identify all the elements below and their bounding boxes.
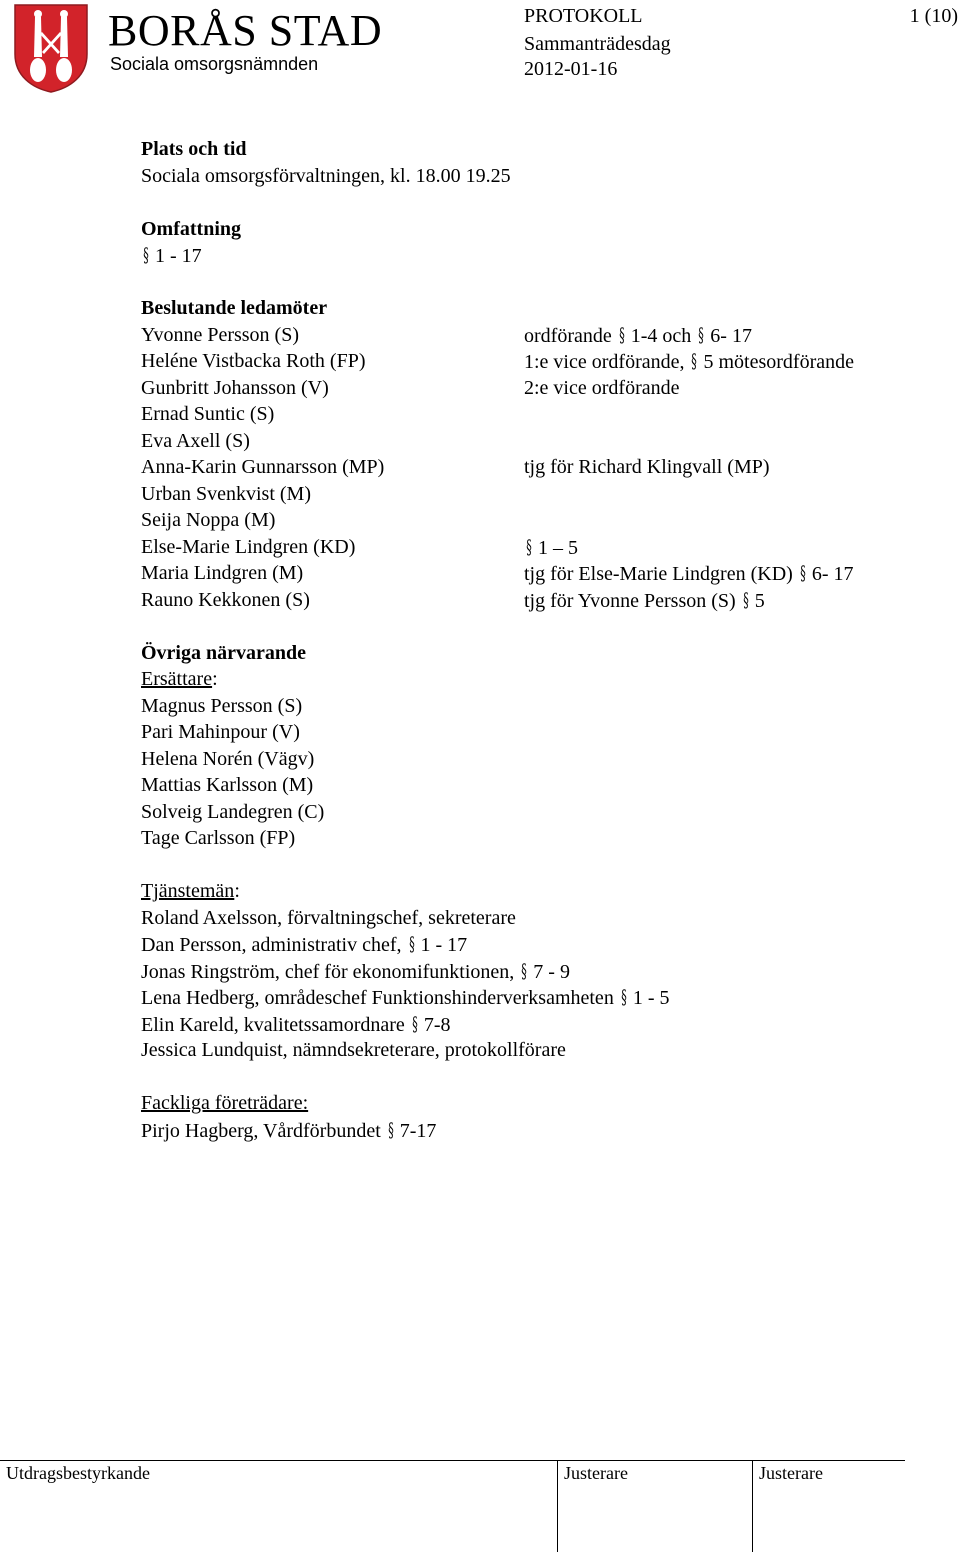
section-sign-icon: §	[800, 561, 806, 585]
member-name: Yvonne Persson (S)	[141, 323, 299, 346]
meeting-date: 2012-01-16	[524, 58, 618, 80]
omfattning-range: § 1 - 17	[143, 243, 202, 267]
tjansteman-item: Elin Kareld, kvalitetssamordnare § 7-8	[141, 1011, 451, 1036]
section-sign-icon: §	[143, 243, 149, 267]
member-name: Gunbritt Johansson (V)	[141, 376, 329, 399]
member-row	[141, 322, 752, 349]
document-subtitle: Sammanträdesdag	[524, 33, 671, 55]
member-name: Urban Svenkvist (M)	[141, 482, 311, 505]
utdragsbestyrkande-label: Utdragsbestyrkande	[6, 1463, 150, 1483]
ersattare-item: Mattias Karlsson (M)	[141, 774, 314, 796]
section-sign-icon: §	[521, 958, 528, 983]
protocol-body	[141, 136, 854, 1143]
member-role: tjg för Yvonne Persson (S) § 5	[524, 587, 765, 612]
plats-heading: Plats och tid	[141, 138, 247, 160]
member-role: 1:e vice ordförande, § 5 mötesordförande	[524, 349, 854, 373]
tjansteman-item: Dan Persson, administrativ chef, § 1 - 17	[141, 932, 468, 956]
ersattare-item: Helena Norén (Vägv)	[141, 747, 315, 770]
ersattare-item: Solveig Landegren (C)	[141, 800, 325, 823]
member-role: ordförande § 1-4 och § 6- 17	[524, 322, 752, 347]
section-sign-icon: §	[691, 349, 698, 373]
member-row	[141, 481, 669, 508]
ersattare-item: Magnus Persson (S)	[141, 694, 303, 717]
tjanstemen-label: Tjänstemän:	[141, 880, 240, 902]
tjansteman-item: Lena Hedberg, områdeschef Funktionshinderverksamheten § 1 - 5	[141, 985, 670, 1009]
member-row	[141, 507, 669, 534]
section-sign-icon: §	[698, 322, 705, 347]
borås-coat-of-arms-icon	[12, 2, 90, 94]
tjansteman-item: Jessica Lundquist, nämndsekreterare, protokollförare	[141, 1039, 566, 1061]
section-sign-icon: §	[388, 1117, 394, 1142]
fackliga-label: Fackliga företrädare:	[141, 1092, 309, 1114]
section-sign-icon: §	[412, 1011, 418, 1036]
member-name: Else-Marie Lindgren (KD)	[141, 535, 356, 558]
member-row	[141, 454, 770, 481]
page-number: 1 (10)	[909, 5, 958, 27]
member-row	[141, 534, 669, 561]
member-role: § 1 – 5	[526, 534, 578, 559]
document-type: PROTOKOLL	[524, 5, 643, 27]
section-sign-icon: §	[408, 932, 415, 956]
ovriga-heading: Övriga närvarande	[141, 641, 306, 664]
member-row	[141, 560, 854, 587]
member-row	[141, 587, 765, 614]
section-sign-icon: §	[742, 587, 749, 612]
member-name: Heléne Vistbacka Roth (FP)	[141, 350, 366, 372]
plats-text: Sociala omsorgsförvaltningen, kl. 18.00 19.25	[141, 164, 511, 187]
org-subtitle: Sociala omsorgsnämnden	[110, 54, 319, 74]
beslutande-heading: Beslutande ledamöter	[141, 297, 328, 319]
section-sign-icon: §	[618, 322, 625, 347]
member-role: tjg för Richard Klingvall (MP)	[524, 456, 770, 478]
members-list	[141, 322, 854, 614]
tjanstemen-list	[141, 905, 669, 1064]
org-title: BORÅS STAD	[108, 6, 383, 55]
facklig-item: Pirjo Hagberg, Vårdförbundet § 7-17	[141, 1117, 437, 1142]
member-name: Seija Noppa (M)	[141, 509, 276, 531]
section-sign-icon: §	[621, 985, 627, 1009]
justerare-label-2: Justerare	[759, 1463, 823, 1483]
ersattare-item: Pari Mahinpour (V)	[141, 721, 300, 743]
tjansteman-item: Roland Axelsson, förvaltningschef, sekreterare	[141, 906, 516, 929]
member-row	[141, 401, 669, 428]
member-name: Ernad Suntic (S)	[141, 403, 275, 425]
member-name: Eva Axell (S)	[141, 429, 250, 452]
omfattning-heading: Omfattning	[141, 217, 241, 240]
member-row	[141, 348, 854, 375]
member-row	[141, 375, 680, 402]
section-sign-icon: §	[526, 534, 532, 559]
member-name: Rauno Kekkonen (S)	[141, 588, 310, 611]
member-name: Maria Lindgren (M)	[141, 562, 304, 584]
ersattare-label: Ersättare:	[141, 668, 218, 690]
justerare-label-1: Justerare	[564, 1463, 628, 1483]
tjansteman-item: Jonas Ringström, chef för ekonomifunktionen, § 7 - 9	[141, 958, 570, 983]
fackliga-list	[141, 1117, 669, 1144]
ersattare-item: Tage Carlsson (FP)	[141, 827, 296, 849]
member-role: tjg för Else-Marie Lindgren (KD) § 6- 17	[524, 561, 854, 585]
member-name: Anna-Karin Gunnarsson (MP)	[141, 456, 385, 478]
signature-footer	[0, 1460, 905, 1552]
member-role: 2:e vice ordförande	[524, 376, 680, 399]
member-row	[141, 428, 669, 455]
ersattare-list	[141, 693, 669, 852]
